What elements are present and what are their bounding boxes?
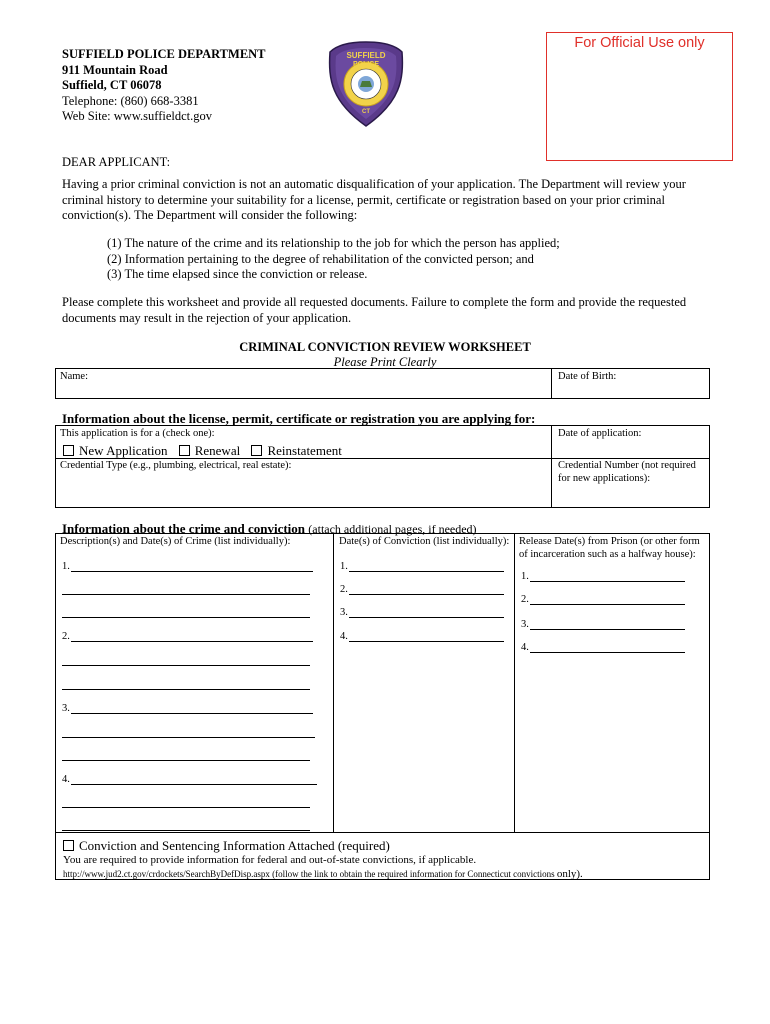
col-conviction-header: Date(s) of Conviction (list individually): xyxy=(339,536,510,547)
date-of-application-label: Date of application: xyxy=(558,428,642,439)
crime-line[interactable] xyxy=(62,737,315,738)
credential-number-field[interactable] xyxy=(554,486,706,505)
salutation: DEAR APPLICANT: xyxy=(62,155,171,169)
new-application-option[interactable]: New Application xyxy=(63,443,167,458)
factor-item: (1) The nature of the crime and its relationship to the job for which the person has applied; xyxy=(107,236,560,250)
check-one-label: This application is for a (check one): xyxy=(60,428,215,439)
divider xyxy=(333,534,334,832)
divider xyxy=(56,832,709,833)
release-line[interactable] xyxy=(530,629,685,630)
crime-heading-note: (attach additional pages, if needed) xyxy=(308,522,477,536)
badge-mid-text: POLICE xyxy=(352,61,380,68)
official-use-box xyxy=(546,32,733,161)
divider xyxy=(551,369,552,398)
reinstatement-option[interactable]: Reinstatement xyxy=(251,443,341,458)
official-use-label: For Official Use only xyxy=(574,35,705,51)
attached-option[interactable] xyxy=(63,838,390,854)
instructions-paragraph: Please complete this worksheet and provide all requested documents. Failure to complete the form and provide the requested documents may result in the rejection of your application. xyxy=(62,295,687,325)
crime-number: 3. xyxy=(62,703,70,714)
renewal-checkbox[interactable] xyxy=(179,445,190,456)
crime-line[interactable] xyxy=(71,641,313,642)
crime-line[interactable] xyxy=(62,807,310,808)
crime-number: 1. xyxy=(62,561,70,572)
website: Web Site: www.suffieldct.gov xyxy=(62,109,213,123)
telephone: Telephone: (860) 668-3381 xyxy=(62,93,199,108)
address-line-1: 911 Mountain Road xyxy=(62,62,168,77)
police-badge-icon xyxy=(326,40,406,128)
crime-number: 4. xyxy=(62,774,70,785)
application-type-options xyxy=(63,443,342,459)
department-header xyxy=(62,47,266,125)
crime-heading-text: Information about the crime and conviction xyxy=(62,521,306,536)
release-line[interactable] xyxy=(530,604,685,605)
crime-line[interactable] xyxy=(62,760,310,761)
license-section-heading: Information about the license, permit, certificate or registration you are applying for: xyxy=(62,411,536,426)
attached-label: Conviction and Sentencing Information Attached (required) xyxy=(79,838,390,853)
credential-type-label: Credential Type (e.g., plumbing, electrical, real estate): xyxy=(60,460,292,471)
crime-line[interactable] xyxy=(71,713,313,714)
link-note-end: only). xyxy=(556,868,583,880)
judicial-link[interactable]: http://www.jud2.ct.gov/crdockets/SearchByDefDisp.aspx xyxy=(63,869,270,879)
crime-line[interactable] xyxy=(71,784,317,785)
crime-line[interactable] xyxy=(71,571,313,572)
name-label: Name: xyxy=(60,371,88,382)
col-crime-header: Description(s) and Date(s) of Crime (list individually): xyxy=(60,536,291,547)
factor-item: (2) Information pertaining to the degree of rehabilitation of the convicted person; and xyxy=(107,251,534,266)
factor-item: (3) The time elapsed since the conviction or release. xyxy=(107,267,368,281)
conviction-line[interactable] xyxy=(349,641,504,642)
name-field[interactable] xyxy=(59,372,549,397)
link-note: (follow the link to obtain the required information for Connecticut convictions xyxy=(269,869,557,879)
divider xyxy=(56,458,709,459)
intro-paragraph: Having a prior criminal conviction is not an automatic disqualification of your application. The Department will review your criminal history to determine your suitability for a license, permit, certificate or registration based on your prior criminal conviction(s). The Department will consider the following: xyxy=(62,177,686,222)
crime-line[interactable] xyxy=(62,617,310,618)
renewal-option[interactable]: Renewal xyxy=(179,443,240,458)
crime-number: 2. xyxy=(62,631,70,642)
link-line xyxy=(63,868,583,880)
conviction-line[interactable] xyxy=(349,617,504,618)
crime-line[interactable] xyxy=(62,594,310,595)
conviction-number: 2. xyxy=(340,584,348,595)
credential-type-field[interactable] xyxy=(59,472,549,505)
worksheet-title: CRIMINAL CONVICTION REVIEW WORKSHEET xyxy=(239,340,531,354)
factor-list xyxy=(107,236,560,283)
crime-line[interactable] xyxy=(62,689,310,690)
dob-label: Date of Birth: xyxy=(558,371,617,382)
col-release-header: Release Date(s) from Prison (or other form of incarceration such as a halfway house): xyxy=(519,536,700,560)
release-number: 4. xyxy=(521,642,529,653)
release-number: 1. xyxy=(521,571,529,582)
credential-number-label: Credential Number (not required for new applications): xyxy=(558,460,696,484)
crime-line[interactable] xyxy=(62,665,310,666)
reinstatement-checkbox[interactable] xyxy=(251,445,262,456)
department-name: SUFFIELD POLICE DEPARTMENT xyxy=(62,47,266,61)
release-line[interactable] xyxy=(530,581,685,582)
dob-field[interactable] xyxy=(554,372,706,397)
conviction-line[interactable] xyxy=(349,571,504,572)
new-application-checkbox[interactable] xyxy=(63,445,74,456)
badge-bottom-text: CT xyxy=(362,109,370,115)
divider xyxy=(514,534,515,832)
conviction-line[interactable] xyxy=(349,594,504,595)
attached-checkbox[interactable] xyxy=(63,840,74,851)
federal-note: You are required to provide information for federal and out-of-state convictions, if applicable. xyxy=(63,854,477,866)
crime-box xyxy=(55,533,710,880)
badge-top-text: SUFFIELD xyxy=(346,51,386,60)
release-number: 3. xyxy=(521,619,529,630)
conviction-number: 4. xyxy=(340,631,348,642)
address-line-2: Suffield, CT 06078 xyxy=(62,78,162,92)
crime-line[interactable] xyxy=(62,830,310,831)
divider xyxy=(551,426,552,507)
conviction-number: 3. xyxy=(340,607,348,618)
worksheet-subtitle: Please Print Clearly xyxy=(333,355,437,369)
conviction-number: 1. xyxy=(340,561,348,572)
release-number: 2. xyxy=(521,594,529,605)
release-line[interactable] xyxy=(530,652,685,653)
